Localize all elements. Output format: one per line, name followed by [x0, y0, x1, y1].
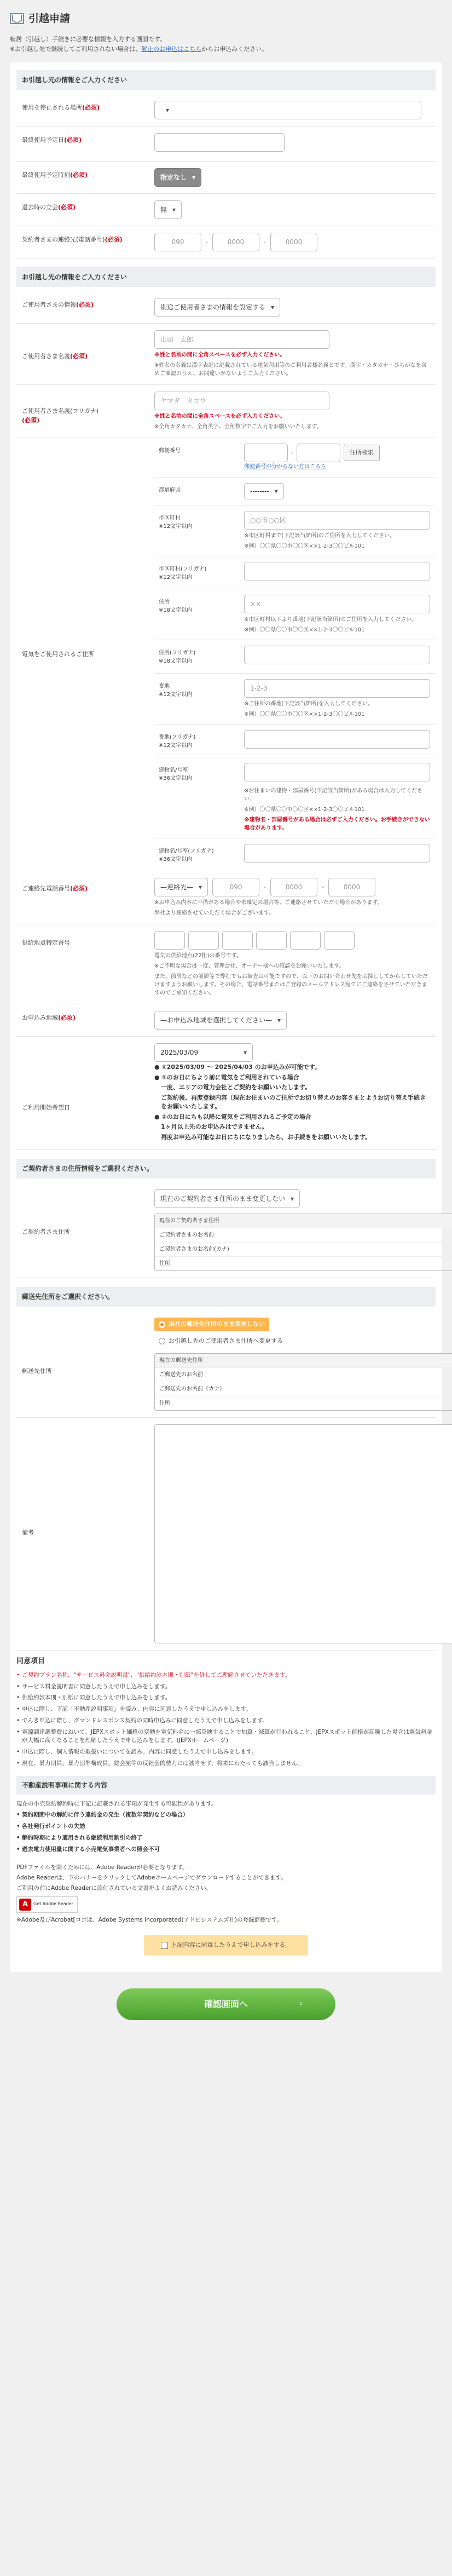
supply-point-input-6[interactable]: [324, 931, 355, 950]
start-line-5: ● ②のお日にちも以降に電気をご利用されるご予定の場合: [154, 1113, 311, 1120]
user-name-note: ※姓名の名義は漢字表記に記載されている電気利用等のご利用者様名義とです。漢字・カタカナ・ひらがなを含めご確認のうえ、お間違いがないようご入力ください。: [154, 363, 427, 377]
confirm-button[interactable]: [117, 1988, 335, 2020]
consent-title: 同意項目: [16, 1657, 45, 1666]
row-building: [154, 757, 436, 838]
supply-point-input-5[interactable]: [290, 931, 321, 950]
row-city-kana: [154, 556, 436, 590]
required-mark: (必須): [70, 171, 88, 179]
start-line-4: ご契約後、再度登録内容（現在お住まいのご住所でお切り替えのお客さまとようお切り替え手続きをお願いいたします。: [161, 1094, 426, 1111]
contact-note-1: ※お申込み内容に不備がある場合や未確定の場合等、ご連絡させていただく場合があります。: [154, 900, 383, 906]
consent-item: • 申込に際し、個人情報の取扱いについてを読み、内容に同意したうえで申し込みをします。: [16, 1748, 436, 1757]
row-postal: [154, 438, 436, 478]
form-card: [10, 62, 442, 1972]
row-number-kana: [154, 725, 436, 758]
row-mailing-address: [16, 1311, 436, 1418]
row-stop-time: [16, 162, 436, 194]
consent-item: • 電源調達調整費において、JEPXスポット価格の変動を電気料金に一部反映することで加算・減算が行われること、JEPXスポット価格が高騰した場合は電気料金が大幅に高くなることを理解したうえで申し込みをします。(JEPXホームページ): [16, 1728, 436, 1746]
row-stop-date: [16, 127, 436, 162]
intro-text: [10, 34, 442, 55]
radio-dot-icon: [159, 1338, 165, 1344]
start-line-6: 1ヶ月以上先のお申込みはできません。: [161, 1123, 268, 1131]
disclosure-item: • 各社発行ポイントの失効: [16, 1822, 436, 1831]
number-input[interactable]: 1-2-3: [244, 679, 430, 698]
remarks-label: 備考: [22, 1529, 34, 1537]
consent-item: • サービス料金説明書に同意したうえで申し込みをします。: [16, 1683, 436, 1692]
disclosure-body: [16, 1800, 436, 1854]
building-note-1: ※お住まいの建物・部屋番号(下記該当箇所)がある場合は入力してください。: [244, 787, 423, 802]
disclosure-title: 不動産説明事項に関する内容: [16, 1776, 436, 1795]
start-line-1: ● ①2025/03/09 ～ 2025/04/03 のお申込みが可能です。: [154, 1063, 321, 1071]
user-name-note-red: ※姓と名前の間に全角スペースを必ず入力ください。: [154, 352, 286, 359]
required-mark: (必須): [70, 353, 88, 360]
radio-dot-icon: [159, 1321, 165, 1328]
mailing-address-label: 郵送先住所: [22, 1367, 52, 1375]
consent-item: • でんき申込に際し、グマンドレスポンス契約の同時申込みに同意したうえで申し込みをします。: [16, 1717, 436, 1726]
required-mark: (必須): [105, 236, 123, 244]
postal-input-1[interactable]: [244, 444, 288, 462]
required-mark: (必須): [76, 301, 94, 309]
number-note-1: ※ご住所の番地(下記該当箇所)を入力してください。: [244, 700, 374, 707]
dash-separator: -: [263, 238, 266, 246]
list-item: ご郵送先のお名前（カナ）: [155, 1382, 452, 1396]
stop-location-label: 使用を停止される場所: [22, 104, 82, 111]
intro-line-1: 転居（引越し）手続きに必要な情報を入力する画面です。: [10, 35, 166, 43]
stop-date-input[interactable]: [154, 133, 285, 152]
row-pref: [154, 478, 436, 505]
start-line-2: ● ①のお日にちより前に電気をご利用されている場合: [154, 1073, 299, 1081]
number-kana-input[interactable]: [244, 730, 430, 749]
city-input[interactable]: ○○市○○区: [244, 511, 430, 530]
supply-point-inputs: [154, 931, 431, 950]
adobe-logo-icon: A: [19, 1899, 31, 1911]
row-user-kana: [16, 385, 436, 438]
building-kana-sub: ※36文字以内: [159, 856, 193, 863]
section-title-mailing-address: 郵送先住所をご選択ください。: [16, 1287, 436, 1307]
mailing-keep-label: 現在の郵送先住所のまま変更しない: [169, 1320, 265, 1328]
user-kana-label: ご使用者さま名義(フリガナ): [22, 407, 99, 415]
contract-address-label: ご契約者さま住所: [22, 1228, 70, 1236]
row-user-name: [16, 324, 436, 385]
list-item: ご郵送先のお名前: [155, 1368, 452, 1382]
supply-point-input-3[interactable]: [222, 931, 253, 950]
number-kana-label: 番地(フリガナ): [159, 734, 196, 740]
row-user-info: [16, 291, 436, 324]
adobe-banner-text: Get Adobe Reader: [33, 1901, 73, 1907]
postal-unknown-link[interactable]: 郵便番号が分からない方はこちら: [244, 464, 326, 470]
intro-line-2a: ※お引越し先で継続してご利用されない場合は、: [10, 45, 142, 53]
row-supply-point: [16, 924, 436, 1004]
start-date-select[interactable]: 2025/03/09 ▾: [154, 1043, 253, 1062]
page-header: [10, 11, 442, 27]
pdf-info: [16, 1864, 436, 1924]
street-kana-label: 住所(フリガナ): [159, 650, 196, 657]
start-line-3: 一度、エリアの電力会社とご契約をお願いいたします。: [161, 1084, 311, 1091]
user-kana-note-red: ※姓と名前の間に全角スペースを必ず入力ください。: [154, 413, 286, 420]
dash-separator: -: [264, 883, 266, 891]
list-item: 住所: [159, 1400, 170, 1407]
pref-label: 都道府県: [159, 487, 181, 493]
list-item: ご契約者さまのお名前: [155, 1228, 452, 1243]
required-mark: (必須): [22, 416, 40, 424]
postal-input-2[interactable]: [297, 444, 340, 462]
disclosure-list: [16, 1811, 436, 1854]
building-kana-input[interactable]: [244, 844, 430, 863]
contact-phone-2[interactable]: 0000: [270, 878, 317, 896]
consent-item: • 現在、暴力団員、暴力団準構成員、総会屋等の反社会的勢力には該当せず、将来にわたっても該当しません。: [16, 1760, 436, 1768]
street-kana-sub: ※18文字以内: [159, 658, 193, 665]
row-contract-address: [16, 1183, 436, 1278]
adobe-banner-row: [16, 1896, 436, 1913]
city-kana-label: 市区町村(フリガナ): [159, 566, 207, 572]
user-info-select[interactable]: 別途ご使用者さまの情報を設定する ▾: [154, 298, 280, 317]
required-mark: (必須): [82, 104, 100, 111]
contract-address-select[interactable]: 現在のご契約者さま住所のまま変更しない ▾: [154, 1189, 300, 1208]
city-note-2: ※例）〇〇県〇〇市〇〇区××1-2-3〇〇ビル101: [244, 543, 365, 549]
mailing-keep-radio[interactable]: [154, 1318, 269, 1331]
consent-item: • 供給約款本則・別紙に同意したうえで申し込みをします。: [16, 1694, 436, 1703]
contract-phone-3[interactable]: 0000: [270, 233, 317, 251]
consent-red-line: • ご契約プラン名称、"サービス料金説明書"、"供給約款本則・別紙"を併してご理解させていただきます。: [16, 1671, 436, 1680]
street-note-1: ※市区町村以下より番地(下記該当箇所)のご住所を入力してください。: [244, 617, 418, 623]
user-info-label: ご使用者さまの情報: [22, 301, 76, 309]
required-mark: (必須): [70, 885, 88, 893]
agree-checkbox-row[interactable]: [144, 1935, 308, 1956]
mailing-address-list: [154, 1353, 452, 1411]
consent-list: [16, 1671, 436, 1768]
disclosure-intro: 現在の小売契約解約時に下記に記載される事項が発生する可能性があります。: [16, 1800, 217, 1807]
adobe-trademark-note: ※Adobe及びAcrobat[ロゴは、Adobe Systems Incorporated(アドビシステムズ社)の登録商標です。: [16, 1916, 283, 1923]
mail-icon: [10, 13, 24, 24]
row-street-kana: [154, 640, 436, 674]
user-kana-note: ※全角カタカナ、全角英字、全角数字でご入力をお願いいたします。: [154, 424, 322, 430]
user-kana-input[interactable]: ヤマダ タロウ: [154, 392, 329, 410]
contract-address-list: [154, 1214, 452, 1271]
section-title-contract-address: ご契約者さまの住所情報をご選択ください。: [16, 1159, 436, 1178]
row-stop-location: [16, 94, 436, 127]
postal-label: 郵便番号: [159, 448, 181, 455]
city-sub: ※12文字以内: [159, 523, 193, 530]
stop-time-label: 最終使用予定時刻: [22, 171, 70, 179]
address-outer-label: 電気をご使用されるご住所: [22, 651, 94, 658]
confirm-button-label: 確認画面へ: [204, 1998, 248, 2009]
region-select[interactable]: —お申込み地域を選択してください— ▾: [154, 1011, 287, 1030]
supply-point-input-1[interactable]: [154, 931, 185, 950]
number-sub: ※12文字以内: [159, 691, 193, 698]
street-sub: ※18文字以内: [159, 607, 193, 614]
row-region: [16, 1004, 436, 1037]
section-title-origin: お引越し元の情報をご入力ください: [16, 70, 436, 90]
agree-label: 上記内容に同意したうえで申し込みをする。: [171, 1941, 292, 1949]
consent-section: [16, 1651, 436, 1961]
contact-phone-3[interactable]: 0000: [328, 878, 375, 896]
chevron-right-icon: ›: [299, 1999, 303, 2009]
city-kana-sub: ※12文字以内: [159, 574, 193, 580]
stop-date-label: 最終使用予定日: [22, 136, 64, 143]
contact-type-select[interactable]: —連絡先— ▾: [154, 878, 208, 896]
page-title: 引越申請: [28, 13, 71, 25]
mailing-change-radio[interactable]: [154, 1335, 452, 1348]
section-title-destination: お引越し先の情報をご入力ください: [16, 267, 436, 287]
contact-note-2: 弊社より連絡させていただく場合がございます。: [154, 910, 275, 917]
row-remarks: [16, 1418, 436, 1651]
agree-checkbox[interactable]: [161, 1942, 168, 1949]
disclosure-item: • 契約期間中の解約に伴う違約金の発生（複数年契約などの場合）: [16, 1811, 436, 1820]
address-block: [16, 438, 436, 871]
row-start-date: [16, 1037, 436, 1150]
row-number: [154, 674, 436, 725]
street-kana-input[interactable]: [244, 646, 430, 664]
stop-location-select[interactable]: [154, 101, 421, 119]
supply-note-3: また、前居などの前居等で弊社でもお調査は可能ですので、以下のお問い合わせ先をお探ししてからしていただけますようお願いします。その場合、電話番号またはご登録のメールアドレス宛てにご連絡をさせていただきますのでご承知ください。: [154, 974, 428, 997]
number-kana-sub: ※12文字以内: [159, 742, 193, 749]
city-note-1: ※市区町村まで(下記該当箇所)のご住所を入力してください。: [244, 532, 396, 539]
building-sub: ※36文字以内: [159, 775, 193, 782]
start-date-info: [154, 1063, 431, 1142]
mailing-change-label: お引越し先のご使用者さま住所へ変更する: [169, 1337, 283, 1344]
street-note-2: ※例）〇〇県〇〇市〇〇区××1-2-3〇〇ビル101: [244, 627, 365, 634]
city-label: 市区町村: [159, 515, 181, 521]
contract-phone-2[interactable]: 0000: [212, 233, 259, 251]
building-label: 建物名/号室: [159, 767, 188, 774]
address-fields: [154, 438, 436, 871]
street-input[interactable]: ××: [244, 595, 430, 613]
list-item: ご契約者さまのお名前(カナ): [155, 1243, 452, 1257]
contract-phone-label: 契約者さまの連絡先(電話番号): [22, 236, 105, 244]
dash-separator: -: [291, 449, 293, 457]
pdf-line: PDFファイルを開くためには、Adobe Readerが必要となります。: [16, 1864, 188, 1871]
number-label: 番地: [159, 683, 170, 689]
remarks-textarea[interactable]: [154, 1424, 452, 1643]
required-mark: (必須): [58, 204, 76, 211]
intro-line-2: [10, 44, 442, 55]
supply-point-input-2[interactable]: [188, 931, 219, 950]
contact-phone-1[interactable]: 090: [212, 878, 259, 896]
start-date-label: ご利用開始希望日: [22, 1104, 70, 1112]
attend-label: 退去時の立会: [22, 204, 58, 211]
adobe-reader-banner[interactable]: [16, 1896, 78, 1913]
intro-line-2b: からお申込みください。: [201, 45, 268, 53]
attend-select[interactable]: 無 ▾: [154, 200, 182, 219]
consent-item: • 申込に際し、下記「不動産説明事項」を読み、内容に同意したうえで申し込みをします。: [16, 1705, 436, 1714]
contract-phone-1[interactable]: 090: [154, 233, 201, 251]
building-note-2: ※例）〇〇県〇〇市〇〇区××1-2-3〇〇ビル101: [244, 806, 365, 813]
street-label: 住所: [159, 599, 170, 606]
building-input[interactable]: [244, 763, 430, 781]
dash-separator: -: [206, 238, 208, 246]
dash-separator: -: [322, 883, 324, 891]
contact-phone-label: ご連絡先電話番号: [22, 885, 70, 893]
required-mark: (必須): [58, 1014, 76, 1022]
supply-point-label: 供給地点特定番号: [22, 939, 70, 947]
pdf-line: Adobe Readerは、下のバナーをクリックしてAdobeホームページでダウンロードすることができます。: [16, 1875, 287, 1882]
number-note-2: ※例）〇〇県〇〇市〇〇区××1-2-3〇〇ビル101: [244, 711, 365, 717]
building-kana-label: 建物名/号室(フリガナ): [159, 848, 214, 854]
list-item: 現在のご契約者さま住所: [155, 1214, 452, 1228]
disclosure-item: • 過去電力使用量に関する小売電気事業者への照会不可: [16, 1845, 436, 1854]
list-item: 住所: [159, 1261, 170, 1267]
disclosure-item: • 解約時期により適用される継続利用割引の終了: [16, 1834, 436, 1843]
pref-select[interactable]: -------- ▾: [244, 483, 284, 499]
row-building-kana: [154, 838, 436, 871]
supply-point-input-4[interactable]: [256, 931, 287, 950]
supply-note-2: ※ご不明な場合は一度、管理会社、オーナー様への確認をお願いいたします。: [154, 963, 345, 970]
stop-time-select[interactable]: 指定なし ▾: [154, 168, 201, 187]
pdf-line: ご利用の前にAdobe Readerに添付されている文書をよくお読みください。: [16, 1884, 212, 1891]
address-search-button[interactable]: 住所検索: [344, 445, 380, 461]
building-note-red: ※建物名・部屋番号がある場合は必ずご入力ください。お手続きができない場合があります。: [244, 817, 430, 831]
cancel-application-link[interactable]: 解止のお申込はこちら: [141, 45, 202, 53]
region-label: お申込み地域: [22, 1014, 58, 1022]
row-contact-phone: [16, 871, 436, 924]
supply-note-1: 電気の供給地点(22桁)の番号です。: [154, 953, 242, 959]
user-name-label: ご使用者さま名義: [22, 353, 70, 360]
city-kana-input[interactable]: [244, 562, 430, 580]
required-mark: (必須): [64, 136, 82, 143]
list-item: 現在の郵送先住所: [155, 1354, 452, 1368]
row-contract-phone: [16, 226, 436, 258]
start-line-7: 再度お申込み可能なお日にちになりましたら、お手続きをお願いいたします。: [161, 1133, 372, 1141]
row-city: [154, 505, 436, 556]
row-attend: [16, 194, 436, 226]
row-street: [154, 589, 436, 640]
user-name-input[interactable]: 山田 太郎: [154, 330, 329, 349]
